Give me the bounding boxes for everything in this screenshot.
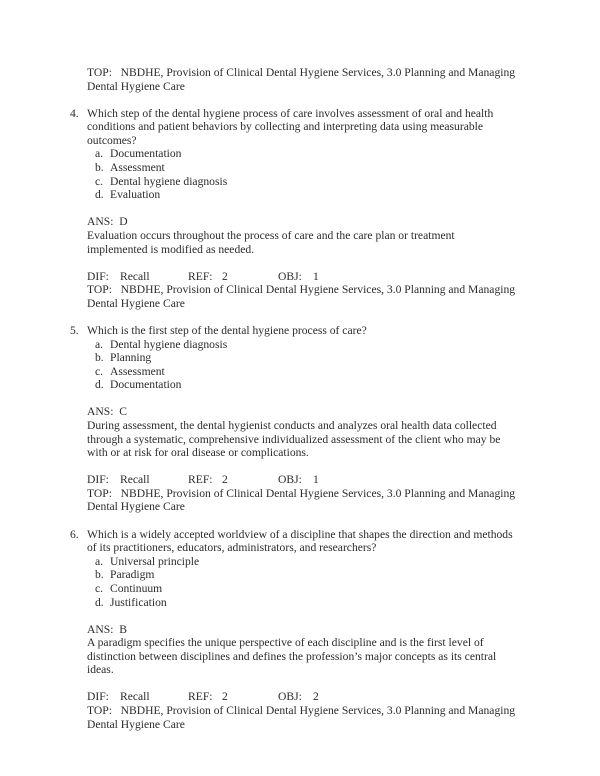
question-number: 4. [70, 106, 79, 120]
answer-options [70, 147, 516, 201]
option-text: Justification [110, 595, 167, 609]
option-item[interactable] [95, 188, 516, 202]
option-letter: d. [95, 188, 104, 202]
dif-value: Recall [120, 473, 150, 487]
question-text: Which is the first step of the dental hygiene process of care? [87, 323, 367, 337]
option-item[interactable] [95, 582, 516, 596]
carryover-top-reference [70, 66, 516, 93]
answer-line: ANS: B [87, 622, 127, 636]
option-letter: b. [95, 161, 104, 175]
top-reference-line-2: Dental Hygiene Care [87, 296, 185, 310]
obj-value: 1 [313, 473, 319, 487]
option-text: Dental hygiene diagnosis [110, 337, 228, 351]
option-item[interactable] [95, 338, 516, 352]
difficulty-reference-objective-row [87, 690, 516, 704]
obj-label: OBJ: [278, 690, 302, 704]
option-text: Evaluation [110, 188, 161, 202]
question-item [70, 528, 516, 732]
option-item[interactable] [95, 596, 516, 610]
option-item[interactable] [95, 175, 516, 189]
option-letter: a. [95, 147, 104, 161]
page-content [70, 66, 516, 731]
option-item[interactable] [95, 568, 516, 582]
dif-value: Recall [120, 269, 150, 283]
question-text: Which step of the dental hygiene process of care involves assessment of oral and health conditions and patient behaviors by collecting and interpreting data using measurable outcomes? [87, 106, 494, 147]
answer-line: ANS: D [87, 215, 128, 229]
ref-value: 2 [222, 269, 228, 283]
top-reference-line-2: Dental Hygiene Care [87, 500, 185, 514]
top-reference-line-1: TOP: NBDHE, Provision of Clinical Dental Hygiene Services, 3.0 Planning and Managing [87, 704, 516, 718]
top-reference-line-2: Dental Hygiene Care [87, 79, 185, 93]
answer-rationale: During assessment, the dental hygienist conducts and analyzes oral health data collected through a systematic, comprehensive individualized assessment of the client who may be with or at risk for oral disease or complications. [87, 418, 501, 460]
option-text: Documentation [110, 378, 182, 392]
answer-rationale: A paradigm specifies the unique perspective of each discipline and is the first level of distinction between disciplines and defines the profession’s major concepts as its central ideas. [87, 636, 497, 677]
obj-value: 2 [313, 690, 319, 704]
question-heading [70, 528, 516, 555]
option-letter: d. [95, 595, 104, 609]
option-text: Dental hygiene diagnosis [110, 174, 228, 188]
ref-label: REF: [188, 690, 213, 704]
obj-label: OBJ: [278, 269, 302, 283]
option-letter: b. [95, 568, 104, 582]
ref-value: 2 [222, 690, 228, 704]
question-item [70, 324, 516, 514]
question-metadata [70, 690, 516, 731]
obj-value: 1 [313, 269, 319, 283]
top-reference-line-1: TOP: NBDHE, Provision of Clinical Dental Hygiene Services, 3.0 Planning and Managing [87, 66, 516, 79]
option-text: Universal principle [110, 554, 200, 568]
option-letter: b. [95, 351, 104, 365]
answer-options [70, 338, 516, 392]
option-letter: a. [95, 554, 104, 568]
dif-label: DIF: [87, 690, 109, 704]
top-reference-line-1: TOP: NBDHE, Provision of Clinical Dental Hygiene Services, 3.0 Planning and Managing [87, 283, 516, 297]
option-item[interactable] [95, 378, 516, 392]
option-letter: c. [95, 174, 104, 188]
difficulty-reference-objective-row [87, 473, 516, 487]
question-number: 5. [70, 323, 79, 337]
option-text: Planning [110, 351, 152, 365]
option-item[interactable] [95, 351, 516, 365]
ref-label: REF: [188, 473, 213, 487]
option-text: Assessment [110, 161, 165, 175]
ref-label: REF: [188, 269, 213, 283]
question-heading [70, 107, 516, 148]
question-item [70, 107, 516, 311]
answer-rationale: Evaluation occurs throughout the process of care and the care plan or treatment implemented is modified as needed. [87, 228, 455, 256]
option-text: Continuum [110, 581, 163, 595]
option-item[interactable] [95, 147, 516, 161]
dif-value: Recall [120, 690, 150, 704]
option-letter: c. [95, 581, 104, 595]
difficulty-reference-objective-row [87, 270, 516, 284]
option-item[interactable] [95, 555, 516, 569]
answer-block [70, 215, 516, 256]
ref-value: 2 [222, 473, 228, 487]
question-metadata [70, 270, 516, 311]
question-text: Which is a widely accepted worldview of a discipline that shapes the direction and methods of its practitioners, educators, administrators, and researchers? [87, 527, 513, 555]
dif-label: DIF: [87, 473, 109, 487]
answer-line: ANS: C [87, 405, 127, 419]
dif-label: DIF: [87, 269, 109, 283]
question-number: 6. [70, 527, 79, 541]
question-heading [70, 324, 516, 338]
option-text: Documentation [110, 147, 182, 161]
obj-label: OBJ: [278, 473, 302, 487]
answer-block [70, 405, 516, 459]
top-reference-line-1: TOP: NBDHE, Provision of Clinical Dental Hygiene Services, 3.0 Planning and Managing [87, 486, 516, 500]
answer-block [70, 623, 516, 677]
option-item[interactable] [95, 161, 516, 175]
option-letter: d. [95, 378, 104, 392]
option-text: Paradigm [110, 568, 155, 582]
answer-options [70, 555, 516, 609]
option-item[interactable] [95, 365, 516, 379]
option-letter: c. [95, 364, 104, 378]
top-reference-line-2: Dental Hygiene Care [87, 717, 185, 731]
option-letter: a. [95, 337, 104, 351]
question-metadata [70, 473, 516, 514]
option-text: Assessment [110, 364, 165, 378]
